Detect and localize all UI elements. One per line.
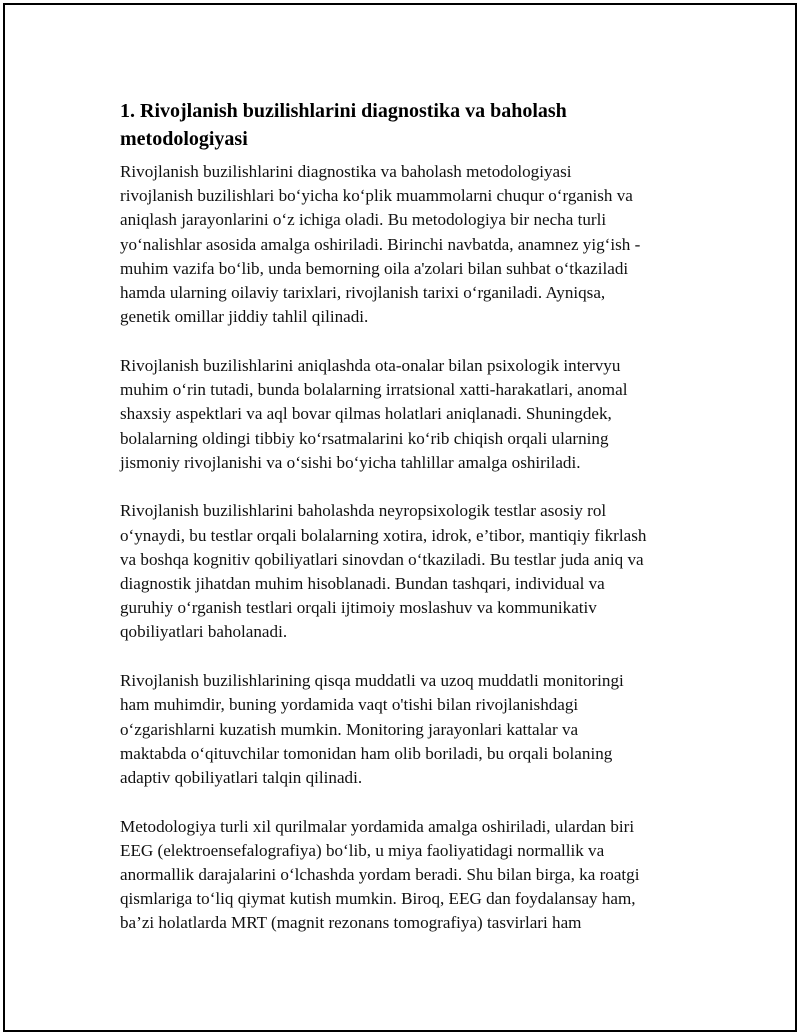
text-line: ba’zi holatlarda MRT (magnit rezonans tomografiya) tasvirlari ham xyxy=(120,913,582,933)
text-line: qismlariga to‘liq qiymat kutish mumkin. Biroq, EEG dan foydalansay ham, xyxy=(120,889,636,909)
paragraph-anamnesis xyxy=(120,160,695,329)
paragraph-neuropsych-tests xyxy=(120,499,695,644)
text-line: rivojlanish buzilishlari bo‘yicha ko‘plik muammolarni chuqur o‘rganish va xyxy=(120,186,633,206)
text-line: Metodologiya turli xil qurilmalar yordamida amalga oshiriladi, ulardan biri xyxy=(120,816,635,836)
text-line: muhim vazifa bo‘lib, unda bemorning oila a'zolari bilan suhbat o‘tkaziladi xyxy=(120,258,629,278)
text-line: aniqlash jarayonlarini o‘z ichiga oladi. Bu metodologiya bir necha turli xyxy=(120,210,607,230)
text-line: guruhiy o‘rganish testlari orqali ijtimoiy moslashuv va kommunikativ xyxy=(120,598,597,618)
text-line: diagnostik jihatdan muhim hisoblanadi. Bundan tashqari, individual va xyxy=(120,574,605,594)
text-line: Rivojlanish buzilishlarini baholashda neyropsixologik testlar asosiy rol xyxy=(120,501,607,521)
text-line: genetik omillar jiddiy tahlil qilinadi. xyxy=(120,307,369,327)
text-line: o‘ynaydi, bu testlar orqali bolalarning xotira, idrok, e’tibor, mantiqiy fikrlash xyxy=(120,525,647,545)
text-line: jismoniy rivojlanishi va o‘sishi bo‘yicha tahlillar amalga oshiriladi. xyxy=(120,452,581,472)
text-line: maktabda o‘qituvchilar tomonidan ham olib boriladi, bu orqali bolaning xyxy=(120,743,613,763)
paragraph-devices xyxy=(120,815,695,936)
text-line: Rivojlanish buzilishlarini aniqlashda ota-onalar bilan psixologik intervyu xyxy=(120,355,621,375)
page-frame xyxy=(3,3,797,1032)
text-line: shaxsiy aspektlari va aql bovar qilmas holatlari aniqlanadi. Shuningdek, xyxy=(120,404,612,424)
text-line: va boshqa kognitiv qobiliyatlari sinovdan o‘tkaziladi. Bu testlar juda aniq va xyxy=(120,549,644,569)
text-line: anormallik darajalarini o‘lchashda yordam beradi. Shu bilan birga, ka roatgi xyxy=(120,865,640,885)
text-line: yo‘nalishlar asosida amalga oshiriladi. Birinchi navbatda, anamnez yig‘ish - xyxy=(120,234,641,254)
paragraph-interview xyxy=(120,354,695,475)
text-line: hamda ularning oilaviy tarixlari, rivojlanish tarixi o‘rganiladi. Ayniqsa, xyxy=(120,283,606,303)
document-body xyxy=(120,97,695,960)
text-line: EEG (elektroensefalografiya) bo‘lib, u miya faoliyatidagi normallik va xyxy=(120,840,605,860)
text-line: bolalarning oldingi tibbiy ko‘rsatmalarini ko‘rib chiqish orqali ularning xyxy=(120,428,609,448)
section-heading xyxy=(120,97,695,153)
text-line: Rivojlanish buzilishlarining qisqa muddatli va uzoq muddatli monitoringi xyxy=(120,671,624,691)
text-line: qobiliyatlari baholanadi. xyxy=(120,622,288,642)
text-line: o‘zgarishlarni kuzatish mumkin. Monitoring jarayonlari kattalar va xyxy=(120,719,579,739)
heading-line: 1. Rivojlanish buzilishlarini diagnostika va baholash xyxy=(120,100,567,122)
text-line: muhim o‘rin tutadi, bunda bolalarning irratsional xatti-harakatlari, anomal xyxy=(120,380,628,400)
text-line: ham muhimdir, buning yordamida vaqt o'tishi bilan rivojlanishdagi xyxy=(120,695,579,715)
heading-line: metodologiyasi xyxy=(120,128,248,150)
paragraph-monitoring xyxy=(120,669,695,790)
text-line: Rivojlanish buzilishlarini diagnostika va baholash metodologiyasi xyxy=(120,162,572,181)
text-line: adaptiv qobiliyatlari talqin qilinadi. xyxy=(120,767,363,787)
